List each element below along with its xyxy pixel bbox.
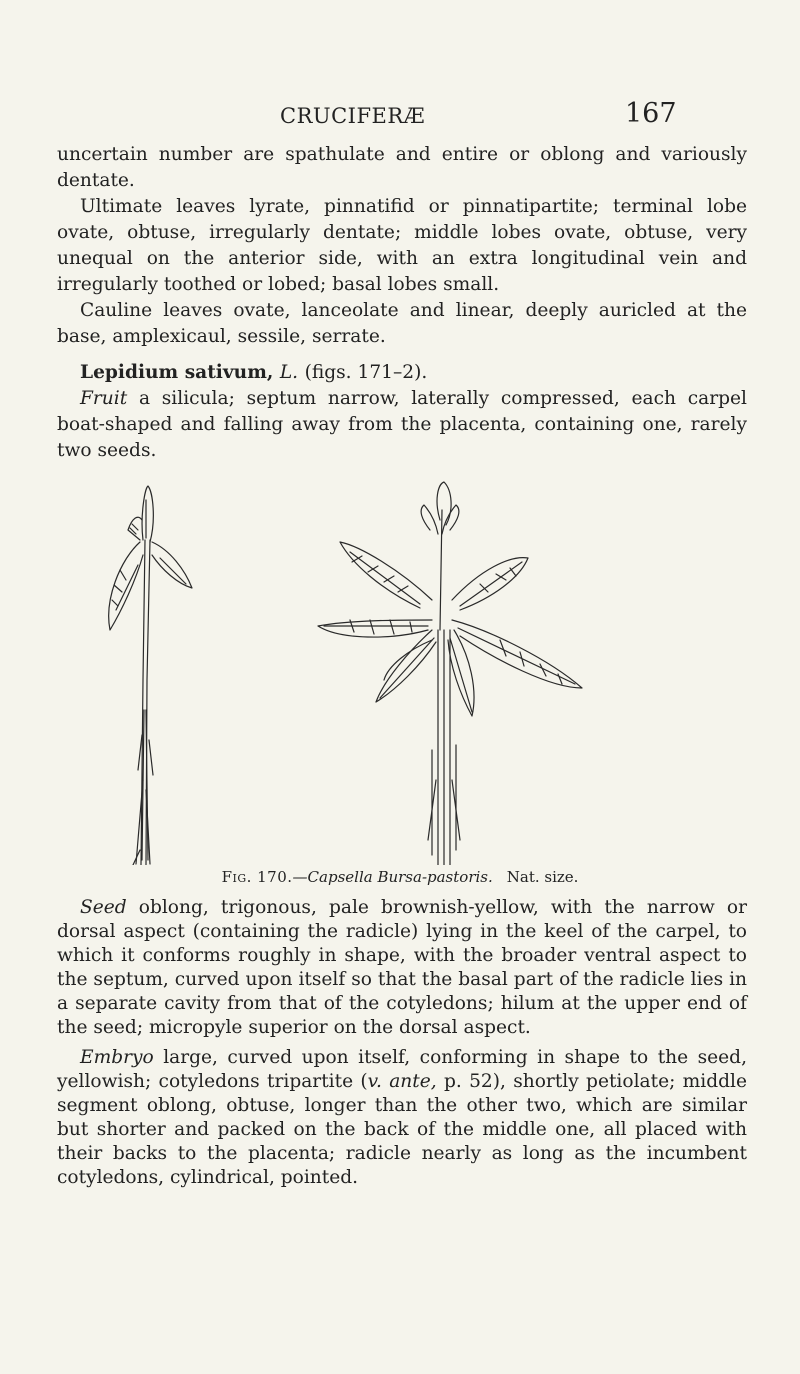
figure-title: —Capsella Bursa-pastoris. [292, 868, 493, 886]
paragraph-embryo [57, 1046, 747, 1190]
seed-text: oblong, trigonous, pale brownish-yellow, with the narrow or dorsal aspect (containing the radicle) lying in the keel of the carpel, to which it conforms roughly in shape, with the broader ventral aspect to the septum, curved upon itself so that the basal part of the radicle lies in a separate cavity from that of the cotyledons; hilum at the upper end of the seed; micropyle superior on the dorsal aspect. [57, 897, 747, 1038]
species-authority: L. [279, 362, 299, 383]
paragraph-leaves-continued: uncertain number are spathulate and entire or oblong and variously dentate. [57, 144, 747, 191]
species-figure-reference: (figs. 171–2). [304, 362, 428, 383]
seed-term: Seed [80, 897, 127, 918]
figure-label: Fig. 170. [221, 868, 293, 886]
capsella-seedlings-illustration [0, 480, 800, 865]
running-title: CRUCIFERÆ [280, 104, 426, 128]
large-seedling-drawing [318, 482, 582, 865]
page-number: 167 [625, 98, 677, 129]
fruit-text: a silicula; septum narrow, laterally compressed, each carpel boat-shaped and falling away from the placenta, containing one, rarely two seeds. [57, 388, 747, 461]
paragraph-seed [57, 896, 747, 1040]
species-name: Lepidium sativum, [80, 362, 274, 383]
embryo-reference: v. ante, [367, 1071, 437, 1092]
paragraph-ultimate-leaves: Ultimate leaves lyrate, pinnatifid or pinnatipartite; terminal lobe ovate, obtuse, irregularly dentate; middle lobes ovate, obtuse, very unequal on the anterior side, with an extra longitudinal vein and irregularly toothed or lobed; basal lobes small. [57, 196, 747, 295]
embryo-term: Embryo [80, 1047, 154, 1068]
paragraph-cauline-leaves: Cauline leaves ovate, lanceolate and linear, deeply auricled at the base, amplexicaul, sessile, serrate. [57, 300, 747, 347]
small-seedling-drawing [109, 486, 192, 865]
figure-caption [0, 868, 800, 886]
embryo-text-part-1: large, curved upon itself, conforming in shape to the seed, yellowish; cotyledons tripartite ( [57, 1047, 747, 1092]
figure-size-note: Nat. size. [506, 868, 579, 886]
figure-170 [0, 480, 800, 865]
body-text-top [57, 142, 747, 464]
species-heading [57, 360, 747, 386]
page-header [0, 98, 800, 144]
embryo-text-part-2: p. 52), shortly petiolate; middle segment oblong, obtuse, longer than the other two, which are similar but shorter and packed on the back of the middle one, all placed with their backs to the placenta; radicle nearly as long as the incumbent cotyledons, cylindrical, pointed. [57, 1071, 747, 1188]
fruit-term: Fruit [80, 388, 128, 409]
paragraph-fruit [57, 386, 747, 464]
body-text-bottom [57, 896, 747, 1190]
